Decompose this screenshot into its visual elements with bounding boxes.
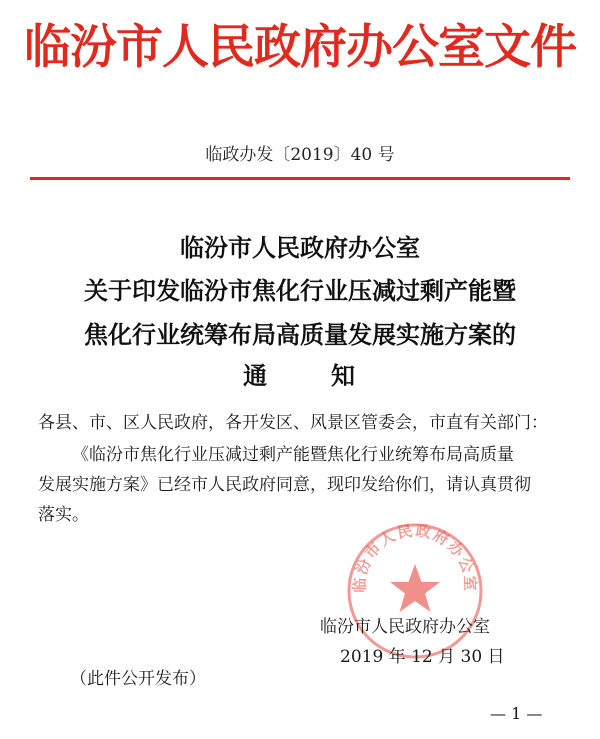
notice-title-line-2: 关于印发临汾市焦化行业压减过剩产能暨 bbox=[84, 277, 516, 305]
notice-title-word-2: 知 bbox=[331, 362, 357, 390]
page-number: — 1 — bbox=[490, 704, 543, 723]
official-seal-stamp bbox=[344, 520, 486, 662]
red-divider-line bbox=[30, 177, 570, 180]
issue-date: 2019 年 12 月 30 日 bbox=[340, 647, 505, 667]
seal-star-icon bbox=[390, 564, 440, 612]
issuer-signature: 临汾市人民政府办公室 bbox=[320, 617, 490, 637]
notice-title-line-3: 焦化行业统筹布局高质量发展实施方案的 bbox=[84, 321, 516, 349]
document-number: 临政办发〔2019〕40 号 bbox=[205, 145, 395, 165]
notice-title-line-4 bbox=[0, 356, 600, 391]
publish-note: （此件公开发布） bbox=[70, 669, 206, 689]
body-paragraph-line-1: 《临汾市焦化行业压减过剩产能暨焦化行业统筹布局高质量 bbox=[72, 445, 514, 465]
addressee-line: 各县、市、区人民政府，各开发区、风景区管委会，市直有关部门： bbox=[38, 413, 548, 433]
notice-title-line-1: 临汾市人民政府办公室 bbox=[180, 234, 420, 262]
body-paragraph-line-3: 落实。 bbox=[38, 505, 89, 525]
seal-text: 临汾市人民政府办公室 bbox=[350, 521, 480, 593]
notice-title-word-1: 通 bbox=[243, 362, 269, 390]
body-paragraph-line-2: 发展实施方案》已经市人民政府同意，现印发给你们，请认真贯彻 bbox=[38, 475, 531, 495]
document-header-title: 临汾市人民政府办公室文件 bbox=[24, 20, 576, 75]
